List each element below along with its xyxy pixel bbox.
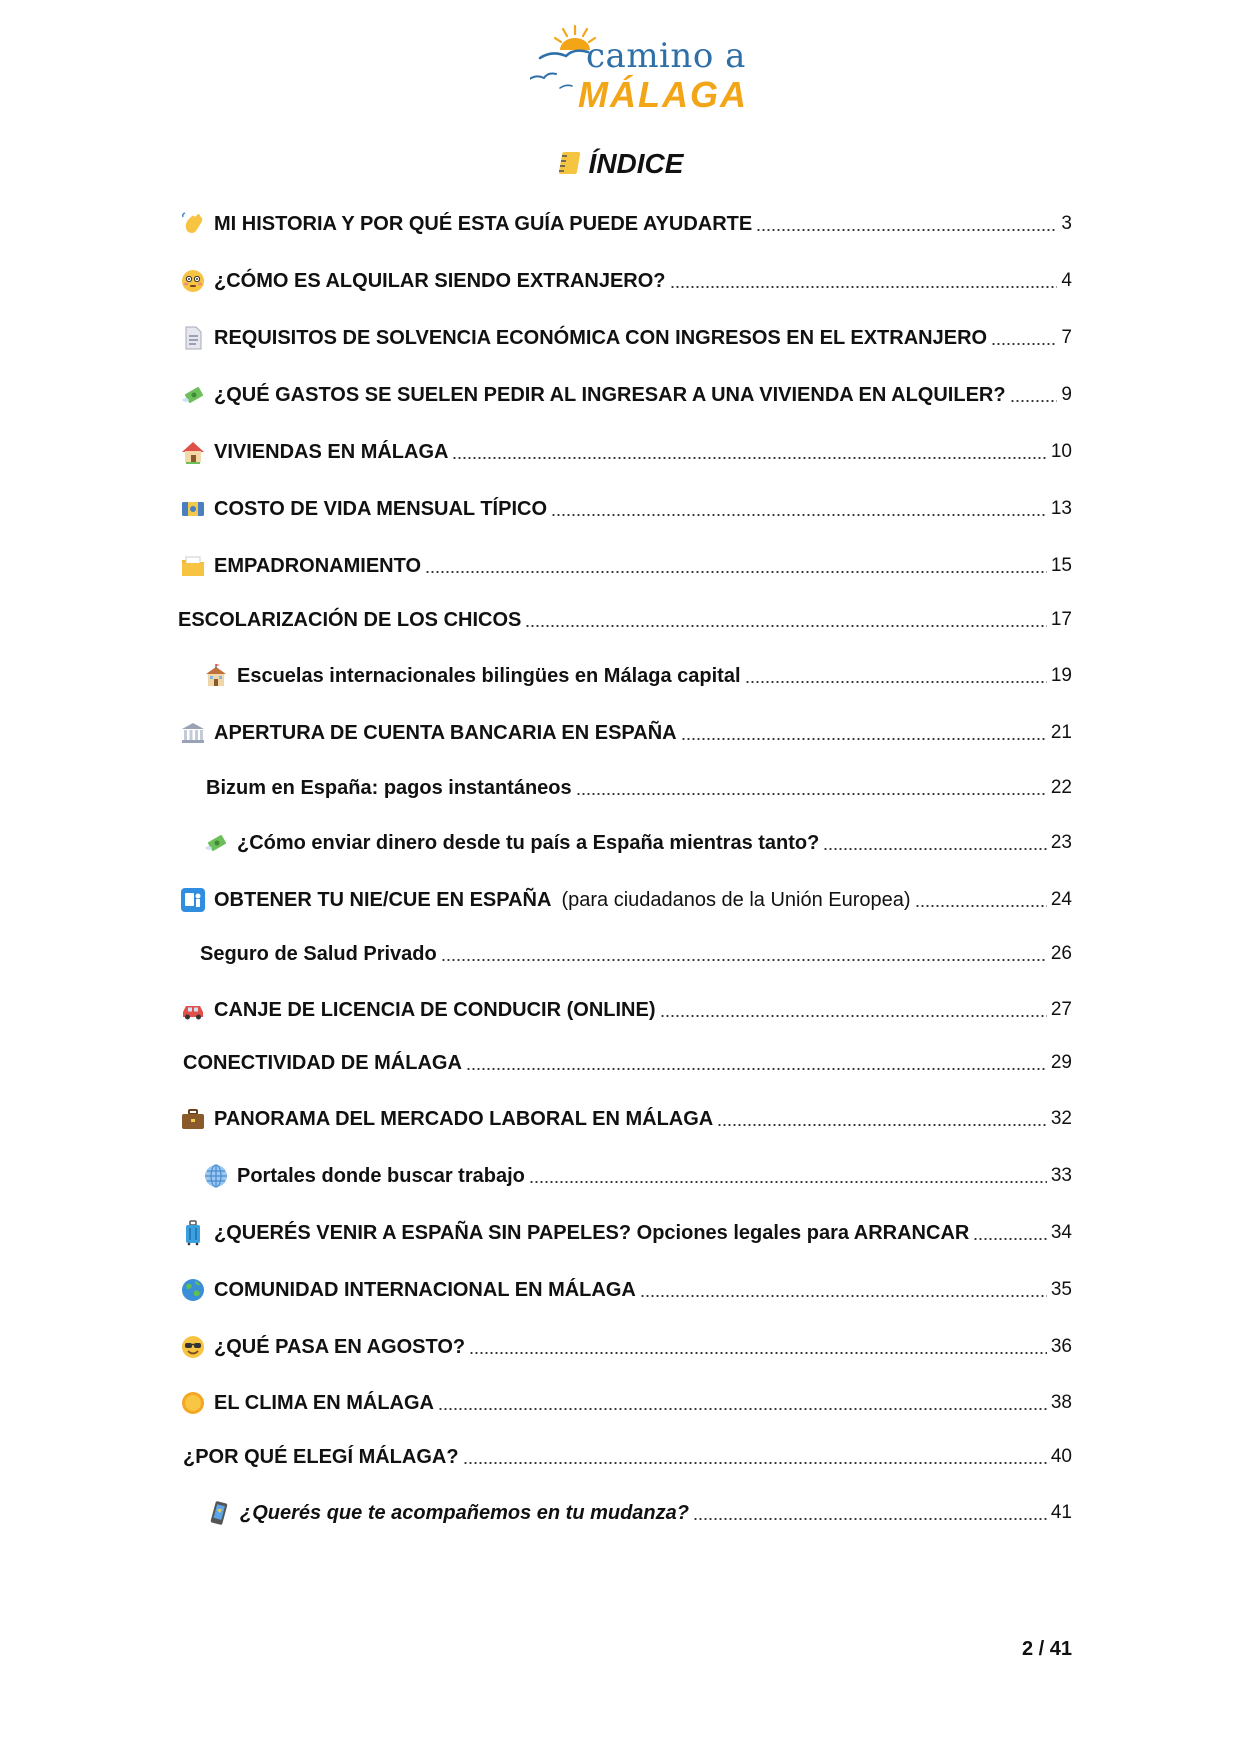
- entry-page: 32: [1050, 1108, 1072, 1129]
- dot-leader: [463, 1462, 1047, 1464]
- entry-page: 3: [1061, 213, 1072, 234]
- entry-page: 10: [1050, 441, 1072, 462]
- entry-label: REQUISITOS DE SOLVENCIA ECONÓMICA CON INGRESOS EN EL EXTRANJERO: [214, 326, 988, 349]
- dot-leader: [745, 681, 1047, 683]
- entry-note: (para ciudadanos de la Unión Europea): [561, 888, 911, 911]
- toc-entry[interactable]: [180, 267, 1072, 295]
- entry-page: 40: [1050, 1446, 1072, 1467]
- money-with-wings-icon: [180, 382, 206, 408]
- document-icon: [180, 325, 206, 351]
- luggage-icon: [180, 1220, 206, 1246]
- entry-label: COMUNIDAD INTERNACIONAL EN MÁLAGA: [214, 1278, 636, 1301]
- dot-leader: [452, 457, 1046, 459]
- money-with-wings-icon: [203, 830, 229, 856]
- entry-label: MI HISTORIA Y POR QUÉ ESTA GUÍA PUEDE AYUDARTE: [214, 212, 753, 235]
- toc-entry[interactable]: [180, 552, 1072, 580]
- page-indicator: 2 / 41: [1021, 1638, 1072, 1660]
- logo-text-malaga: MÁLAGA: [578, 74, 748, 115]
- entry-page: 4: [1061, 270, 1072, 291]
- entry-page: 15: [1050, 555, 1072, 576]
- logo-text-camino: camino a: [586, 36, 746, 76]
- dot-leader: [551, 514, 1047, 516]
- dot-leader: [915, 905, 1047, 907]
- dot-leader: [693, 1518, 1047, 1520]
- mobile-phone-icon: [206, 1500, 232, 1526]
- entry-page: 23: [1050, 832, 1072, 853]
- entry-label: ¿QUÉ PASA EN AGOSTO?: [214, 1335, 466, 1358]
- entry-page: 41: [1050, 1502, 1072, 1523]
- page-title: [0, 148, 1240, 180]
- entry-page: 21: [1050, 722, 1072, 743]
- dot-leader: [466, 1068, 1047, 1070]
- entry-page: 22: [1050, 777, 1072, 798]
- toc-entry[interactable]: [178, 606, 1072, 634]
- entry-page: 35: [1050, 1279, 1072, 1300]
- dot-leader: [681, 738, 1047, 740]
- dot-leader: [469, 1352, 1047, 1354]
- toc-entry[interactable]: [180, 996, 1072, 1024]
- entry-label: Escuelas internacionales bilingües en Málaga capital: [237, 664, 741, 687]
- flushed-face-icon: [180, 268, 206, 294]
- dot-leader: [425, 571, 1047, 573]
- entry-page: 17: [1050, 609, 1072, 630]
- briefcase-icon: [180, 1106, 206, 1132]
- school-icon: [203, 663, 229, 689]
- toc-entry[interactable]: [206, 774, 1072, 802]
- toc-entry[interactable]: [183, 1443, 1072, 1471]
- folder-icon: [180, 553, 206, 579]
- bank-icon: [180, 720, 206, 746]
- entry-page: 33: [1050, 1165, 1072, 1186]
- toc-entry[interactable]: [180, 1219, 1072, 1247]
- entry-page: 13: [1050, 498, 1072, 519]
- dot-leader: [823, 848, 1047, 850]
- toc-entry[interactable]: [203, 662, 1072, 690]
- waving-hand-icon: [180, 211, 206, 237]
- toc-entry[interactable]: [203, 1162, 1072, 1190]
- toc-entry[interactable]: [203, 829, 1072, 857]
- entry-page: 24: [1050, 889, 1072, 910]
- entry-label: ¿POR QUÉ ELEGÍ MÁLAGA?: [183, 1445, 459, 1468]
- entry-label: Seguro de Salud Privado: [200, 942, 437, 965]
- entry-label: ¿CÓMO ES ALQUILAR SIENDO EXTRANJERO?: [214, 269, 666, 292]
- dot-leader: [660, 1015, 1047, 1017]
- toc-entry[interactable]: [180, 1276, 1072, 1304]
- entry-label: APERTURA DE CUENTA BANCARIA EN ESPAÑA: [214, 721, 677, 744]
- toc-entry[interactable]: [180, 886, 1072, 914]
- sunglasses-face-icon: [180, 1334, 206, 1360]
- entry-label: ¿QUÉ GASTOS SE SUELEN PEDIR AL INGRESAR A UNA VIVIENDA EN ALQUILER?: [214, 383, 1006, 406]
- toc-entry[interactable]: [180, 1105, 1072, 1133]
- entry-page: 7: [1061, 327, 1072, 348]
- entry-label: CANJE DE LICENCIA DE CONDUCIR (ONLINE): [214, 998, 656, 1021]
- entry-page: 36: [1050, 1336, 1072, 1357]
- entry-page: 9: [1061, 384, 1072, 405]
- banknote-icon: [180, 496, 206, 522]
- toc-entry[interactable]: [180, 1333, 1072, 1361]
- brand-logo: [530, 22, 748, 115]
- entry-label: Bizum en España: pagos instantáneos: [206, 776, 572, 799]
- toc-entry[interactable]: [180, 381, 1072, 409]
- dot-leader: [717, 1124, 1047, 1126]
- entry-label: Portales donde buscar trabajo: [237, 1164, 525, 1187]
- dot-leader: [441, 959, 1047, 961]
- toc-entry[interactable]: [180, 324, 1072, 352]
- dot-leader: [991, 343, 1057, 345]
- entry-label: ¿QUERÉS VENIR A ESPAÑA SIN PAPELES? Opciones legales para ARRANCAR: [214, 1221, 970, 1244]
- entry-page: 38: [1050, 1392, 1072, 1413]
- globe-grid-icon: [203, 1163, 229, 1189]
- sun-icon: [180, 1390, 206, 1416]
- title-text: ÍNDICE: [588, 148, 684, 179]
- toc-entry[interactable]: [200, 940, 1072, 968]
- entry-label: EL CLIMA EN MÁLAGA: [214, 1391, 434, 1414]
- entry-label: CONECTIVIDAD DE MÁLAGA: [183, 1051, 462, 1074]
- dot-leader: [640, 1295, 1047, 1297]
- passport-control-icon: [180, 887, 206, 913]
- dot-leader: [973, 1238, 1047, 1240]
- entry-label: ¿Querés que te acompañemos en tu mudanza?: [240, 1501, 689, 1524]
- dot-leader: [756, 229, 1057, 231]
- toc-entry[interactable]: [180, 438, 1072, 466]
- entry-label: ¿Cómo enviar dinero desde tu país a España mientras tanto?: [237, 831, 820, 854]
- dot-leader: [529, 1181, 1047, 1183]
- globe-icon: [180, 1277, 206, 1303]
- toc-entry[interactable]: [206, 1499, 1072, 1527]
- dot-leader: [1010, 400, 1058, 402]
- toc-entry[interactable]: [180, 210, 1072, 238]
- dot-leader: [670, 286, 1058, 288]
- entry-label: COSTO DE VIDA MENSUAL TÍPICO: [214, 497, 547, 520]
- notebook-icon: [557, 149, 585, 177]
- dot-leader: [525, 625, 1047, 627]
- entry-label: EMPADRONAMIENTO: [214, 554, 422, 577]
- dot-leader: [576, 793, 1047, 795]
- dot-leader: [438, 1408, 1047, 1410]
- entry-label: ESCOLARIZACIÓN DE LOS CHICOS: [178, 608, 522, 631]
- entry-page: 26: [1050, 943, 1072, 964]
- entry-page: 34: [1050, 1222, 1072, 1243]
- entry-label: VIVIENDAS EN MÁLAGA: [214, 440, 449, 463]
- house-icon: [180, 439, 206, 465]
- toc-entry[interactable]: [180, 1389, 1072, 1417]
- car-icon: [180, 997, 206, 1023]
- entry-page: 29: [1050, 1052, 1072, 1073]
- toc-entry[interactable]: [183, 1049, 1072, 1077]
- entry-page: 19: [1050, 665, 1072, 686]
- toc-entry[interactable]: [180, 495, 1072, 523]
- entry-label: OBTENER TU NIE/CUE EN ESPAÑA: [214, 888, 552, 911]
- entry-label: PANORAMA DEL MERCADO LABORAL EN MÁLAGA: [214, 1107, 714, 1130]
- entry-page: 27: [1050, 999, 1072, 1020]
- toc-entry[interactable]: [180, 719, 1072, 747]
